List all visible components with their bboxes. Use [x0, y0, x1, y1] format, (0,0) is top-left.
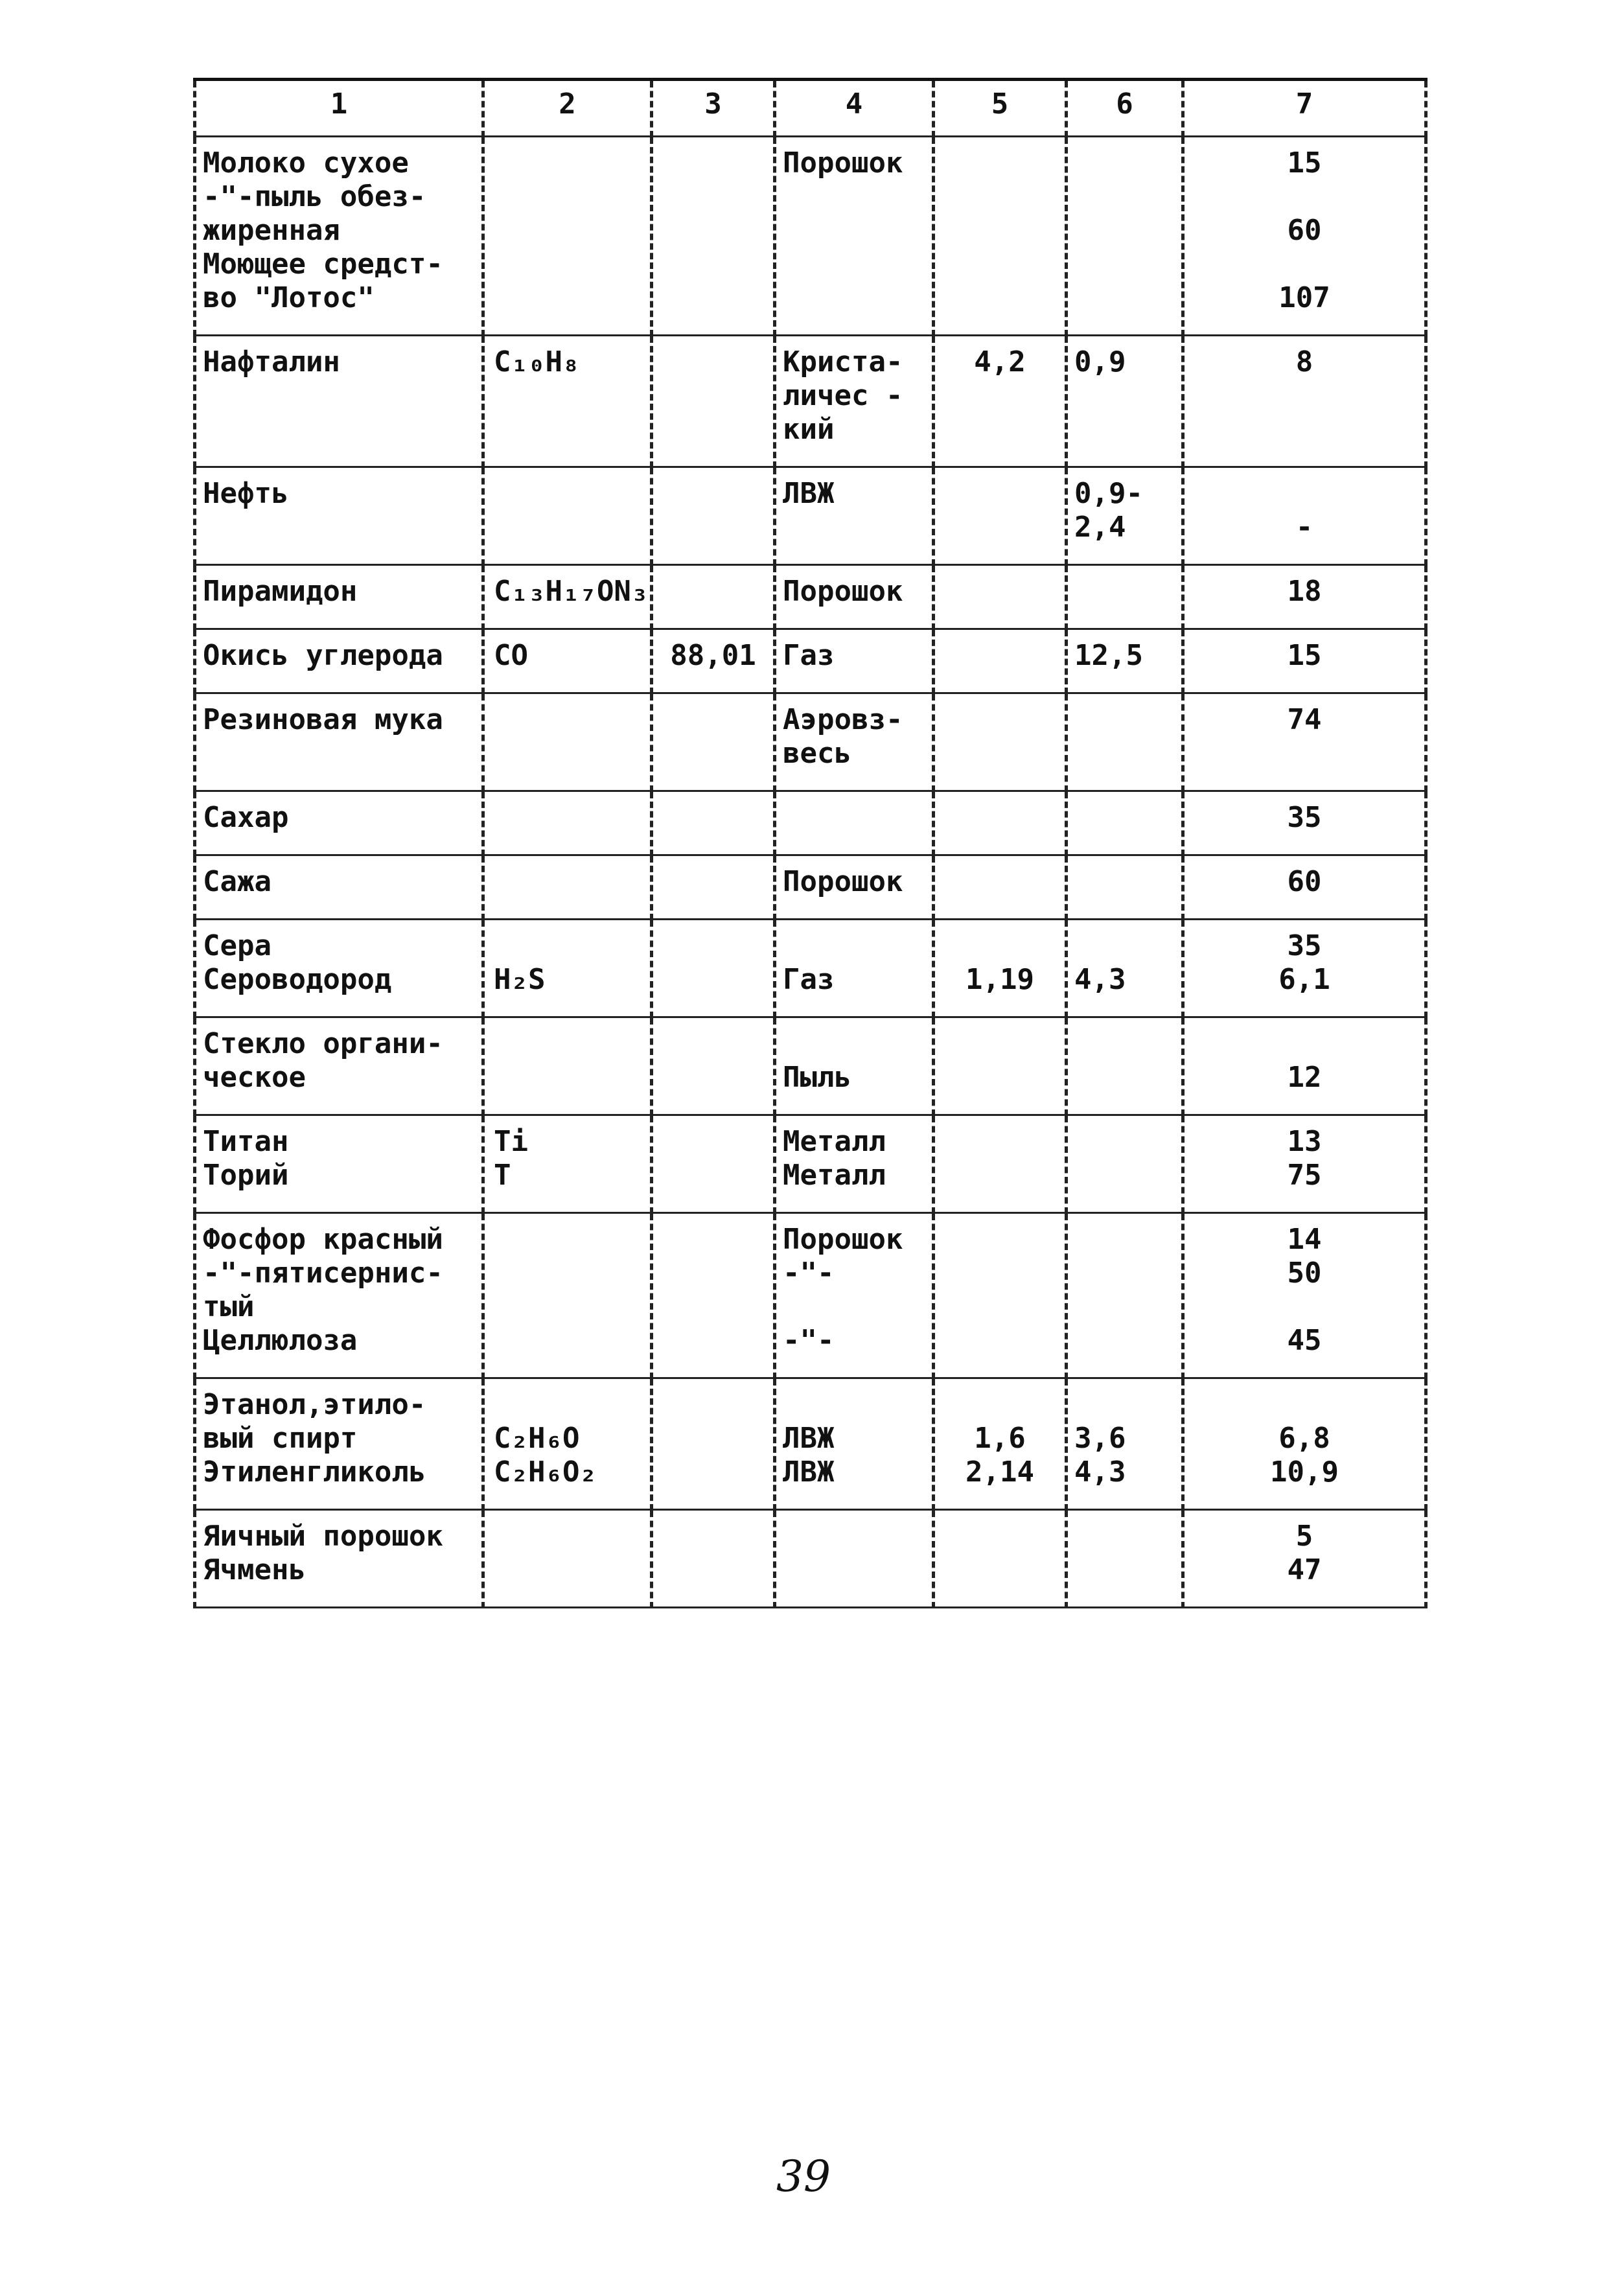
state-cell: Газ — [775, 629, 934, 693]
column-6-cell — [1067, 137, 1183, 336]
formula-cell — [483, 1017, 652, 1115]
substance-name-cell: Нефть — [195, 467, 483, 565]
column-7-cell: 15 60 107 — [1183, 137, 1426, 336]
substance-name-cell: Титан Торий — [195, 1115, 483, 1213]
molar-mass-cell — [652, 791, 775, 855]
column-7-cell: 60 — [1183, 855, 1426, 920]
substance-name-cell: Этанол,этило- вый спирт Этиленгликоль — [195, 1378, 483, 1510]
column-7-cell: 12 — [1183, 1017, 1426, 1115]
column-5-cell — [934, 467, 1067, 565]
substance-name-cell: Сера Сероводород — [195, 920, 483, 1017]
column-5-cell — [934, 855, 1067, 920]
substance-name-cell: Окись углерода — [195, 629, 483, 693]
column-header: 5 — [934, 80, 1067, 137]
formula-cell: C₁₃H₁₇ON₃ — [483, 565, 652, 629]
state-cell: Аэровз- весь — [775, 693, 934, 791]
molar-mass-cell — [652, 565, 775, 629]
substance-table — [193, 78, 1428, 1608]
column-5-cell: 1,19 — [934, 920, 1067, 1017]
state-cell: ЛВЖ ЛВЖ — [775, 1378, 934, 1510]
state-cell: Пыль — [775, 1017, 934, 1115]
substance-name-cell: Стекло органи- ческое — [195, 1017, 483, 1115]
substance-name-cell: Фосфор красный -"-пятисернис- тый Целлюлоза — [195, 1213, 483, 1378]
state-cell: Порошок -"- -"- — [775, 1213, 934, 1378]
table-row — [195, 920, 1426, 1017]
formula-cell — [483, 693, 652, 791]
column-6-cell — [1067, 1017, 1183, 1115]
table-row — [195, 629, 1426, 693]
column-5-cell: 4,2 — [934, 336, 1067, 467]
column-5-cell — [934, 693, 1067, 791]
molar-mass-cell — [652, 137, 775, 336]
column-6-cell: 0,9 — [1067, 336, 1183, 467]
column-6-cell: 3,6 4,3 — [1067, 1378, 1183, 1510]
state-cell: ЛВЖ — [775, 467, 934, 565]
column-7-cell: 18 — [1183, 565, 1426, 629]
table-row — [195, 1378, 1426, 1510]
formula-cell — [483, 137, 652, 336]
substance-name-cell: Сахар — [195, 791, 483, 855]
state-cell: Порошок — [775, 137, 934, 336]
molar-mass-cell — [652, 467, 775, 565]
table-body — [195, 137, 1426, 1608]
column-7-cell: 6,8 10,9 — [1183, 1378, 1426, 1510]
column-5-cell: 1,6 2,14 — [934, 1378, 1067, 1510]
molar-mass-cell — [652, 920, 775, 1017]
column-header: 6 — [1067, 80, 1183, 137]
column-7-cell: - — [1183, 467, 1426, 565]
molar-mass-cell — [652, 693, 775, 791]
formula-cell: C₂H₆O C₂H₆O₂ — [483, 1378, 652, 1510]
formula-cell — [483, 855, 652, 920]
substance-name-cell: Нафталин — [195, 336, 483, 467]
column-7-cell: 13 75 — [1183, 1115, 1426, 1213]
state-cell — [775, 791, 934, 855]
column-5-cell — [934, 1017, 1067, 1115]
table-row — [195, 1017, 1426, 1115]
molar-mass-cell: 88,01 — [652, 629, 775, 693]
formula-cell — [483, 791, 652, 855]
column-6-cell: 0,9- 2,4 — [1067, 467, 1183, 565]
column-header: 4 — [775, 80, 934, 137]
formula-cell: H₂S — [483, 920, 652, 1017]
formula-cell: C₁₀H₈ — [483, 336, 652, 467]
column-7-cell: 15 — [1183, 629, 1426, 693]
column-7-cell: 35 6,1 — [1183, 920, 1426, 1017]
formula-cell: CO — [483, 629, 652, 693]
column-7-cell: 5 47 — [1183, 1510, 1426, 1608]
column-6-cell — [1067, 1115, 1183, 1213]
column-5-cell — [934, 137, 1067, 336]
page-number: 39 — [776, 2151, 831, 2201]
column-6-cell — [1067, 791, 1183, 855]
column-6-cell — [1067, 1213, 1183, 1378]
formula-cell — [483, 467, 652, 565]
column-5-cell — [934, 629, 1067, 693]
column-5-cell — [934, 565, 1067, 629]
column-6-cell — [1067, 693, 1183, 791]
table-row — [195, 336, 1426, 467]
molar-mass-cell — [652, 336, 775, 467]
formula-cell — [483, 1213, 652, 1378]
table-row — [195, 855, 1426, 920]
molar-mass-cell — [652, 1115, 775, 1213]
column-7-cell: 74 — [1183, 693, 1426, 791]
table-row — [195, 1510, 1426, 1608]
column-6-cell: 12,5 — [1067, 629, 1183, 693]
substance-name-cell: Сажа — [195, 855, 483, 920]
substance-name-cell: Молоко сухое -"-пыль обез- жиренная Моющее средст- во "Лотос" — [195, 137, 483, 336]
molar-mass-cell — [652, 1017, 775, 1115]
table-row — [195, 137, 1426, 336]
column-6-cell — [1067, 565, 1183, 629]
column-6-cell — [1067, 855, 1183, 920]
state-cell: Криста- личес - кий — [775, 336, 934, 467]
column-header: 7 — [1183, 80, 1426, 137]
column-7-cell: 8 — [1183, 336, 1426, 467]
state-cell: Порошок — [775, 855, 934, 920]
molar-mass-cell — [652, 1378, 775, 1510]
substance-name-cell: Резиновая мука — [195, 693, 483, 791]
table-row — [195, 467, 1426, 565]
substance-name-cell: Яичный порошок Ячмень — [195, 1510, 483, 1608]
column-7-cell: 35 — [1183, 791, 1426, 855]
state-cell — [775, 1510, 934, 1608]
column-5-cell — [934, 1510, 1067, 1608]
substance-name-cell: Пирамидон — [195, 565, 483, 629]
column-5-cell — [934, 1115, 1067, 1213]
molar-mass-cell — [652, 1510, 775, 1608]
column-header: 3 — [652, 80, 775, 137]
formula-cell — [483, 1510, 652, 1608]
formula-cell: Ti T — [483, 1115, 652, 1213]
molar-mass-cell — [652, 1213, 775, 1378]
state-cell: Порошок — [775, 565, 934, 629]
table-header-row — [195, 80, 1426, 137]
column-7-cell: 14 50 45 — [1183, 1213, 1426, 1378]
table-row — [195, 1213, 1426, 1378]
column-6-cell — [1067, 1510, 1183, 1608]
table-row — [195, 565, 1426, 629]
state-cell: Металл Металл — [775, 1115, 934, 1213]
column-header: 1 — [195, 80, 483, 137]
column-header: 2 — [483, 80, 652, 137]
state-cell: Газ — [775, 920, 934, 1017]
column-5-cell — [934, 1213, 1067, 1378]
table-row — [195, 693, 1426, 791]
table-row — [195, 791, 1426, 855]
molar-mass-cell — [652, 855, 775, 920]
column-5-cell — [934, 791, 1067, 855]
column-6-cell: 4,3 — [1067, 920, 1183, 1017]
table-row — [195, 1115, 1426, 1213]
